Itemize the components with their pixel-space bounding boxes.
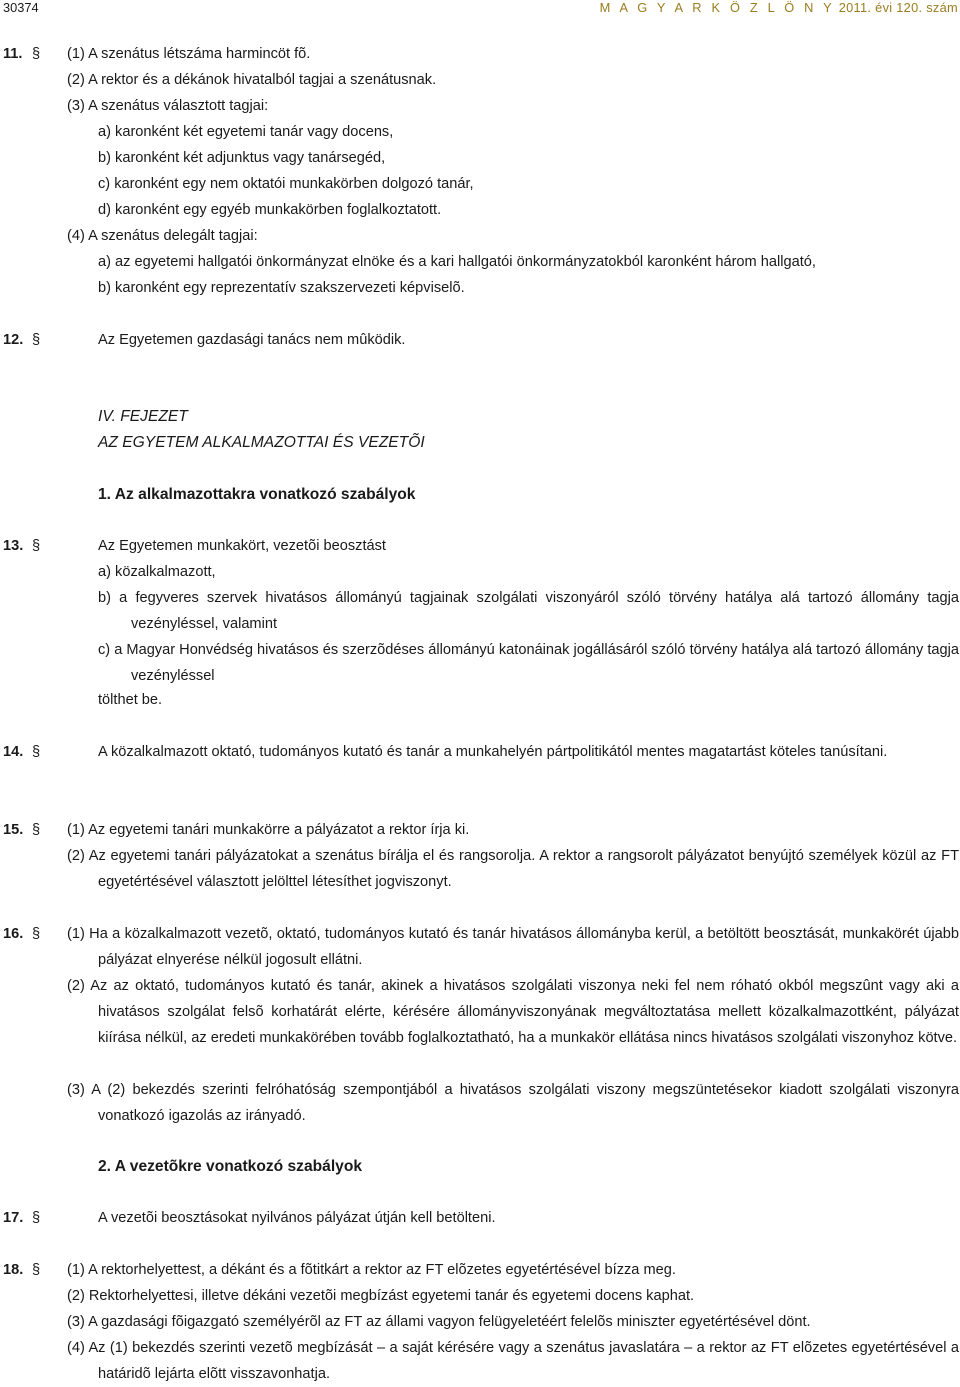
- paragraph: (4) A szenátus delegált tagjai:: [67, 228, 258, 244]
- section-symbol: §: [32, 1210, 41, 1226]
- list-item: b) a fegyveres szervek hivatásos állományú tagjainak szolgálati viszonyáról szóló törvény hatálya alá tartozó állomány tagja vezényléssel, valamint: [98, 590, 959, 632]
- paragraph: (4) Az (1) bekezdés szerinti vezetõ megbízását – a saját kérésére vagy a szenátus javaslatára – a rektor az FT elõzetes egyetértésével a határidõ lejárta elõtt visszavonhatja.: [67, 1340, 959, 1382]
- section-number: 11.: [3, 46, 23, 62]
- section-symbol: §: [32, 822, 41, 838]
- paragraph: (2) Az az oktató, tudományos kutató és tanár, akinek a hivatásos szolgálati viszonya neki fel nem róható okból megszûnt vagy aki a hivatásos szolgálat felsõ korhatárát elérte, kérésére állományviszonyának megváltoztatása mellett közalkalmazottként, pályázat kiírása nélkül, az eredeti munkakörében tovább foglalkoztatható, ha a munkakör ellátása nincs hivatásos szolgálati viszonyhoz kötve.: [67, 978, 959, 1046]
- list-item: a) közalkalmazott,: [98, 564, 216, 580]
- paragraph: (1) Ha a közalkalmazott vezetõ, oktató, tudományos kutató és tanár hivatásos állományba kerül, a betöltött beosztását, munkakörét újabb pályázat elnyerése nélkül jogosult ellátni.: [67, 926, 959, 968]
- chapter-number: IV. FEJEZET: [98, 408, 188, 425]
- section-symbol: §: [32, 46, 41, 62]
- section-number: 14.: [3, 744, 24, 760]
- paragraph: (3) A gazdasági fõigazgató személyérõl az FT az állami vagyon felügyeletéért felelõs miniszter egyetértésével dönt.: [67, 1314, 811, 1330]
- paragraph: (1) Az egyetemi tanári munkakörre a pályázatot a rektor írja ki.: [67, 822, 470, 838]
- paragraph: (2) A rektor és a dékánok hivatalból tagjai a szenátusnak.: [67, 72, 437, 88]
- subchapter-heading: 2. A vezetõkre vonatkozó szabályok: [98, 1158, 363, 1175]
- page-number: 30374: [3, 0, 39, 15]
- section-symbol: §: [32, 926, 41, 942]
- section-symbol: §: [32, 538, 41, 554]
- section-number: 16.: [3, 926, 24, 942]
- paragraph: A vezetõi beosztásokat nyilvános pályázat útján kell betölteni.: [98, 1210, 496, 1226]
- subchapter-heading: 1. Az alkalmazottakra vonatkozó szabályok: [98, 486, 416, 503]
- section-symbol: §: [32, 1262, 41, 1278]
- list-item: b) karonként két adjunktus vagy tanársegéd,: [98, 150, 386, 166]
- paragraph: A közalkalmazott oktató, tudományos kutató és tanár a munkahelyén pártpolitikától mentes magatartást köteles tanúsítani.: [98, 744, 888, 760]
- paragraph: (2) Rektorhelyettesi, illetve dékáni vezetõi megbízást egyetemi tanár és egyetemi docens kaphat.: [67, 1288, 695, 1304]
- page-header: [0, 0, 960, 20]
- list-item: a) az egyetemi hallgatói önkormányzat elnöke és a kari hallgatói önkormányzatokból karonként három hallgató,: [98, 254, 816, 270]
- list-item: d) karonként egy egyéb munkakörben foglalkoztatott.: [98, 202, 442, 218]
- paragraph: (3) A szenátus választott tagjai:: [67, 98, 269, 114]
- paragraph: (1) A rektorhelyettest, a dékánt és a fõtitkárt a rektor az FT elõzetes egyetértésével bízza meg.: [67, 1262, 676, 1278]
- section-number: 13.: [3, 538, 24, 554]
- paragraph: Az Egyetemen gazdasági tanács nem mûködik.: [98, 332, 406, 348]
- section-symbol: §: [32, 744, 41, 760]
- list-item: c) karonként egy nem oktatói munkakörben dolgozó tanár,: [98, 176, 474, 192]
- section-symbol: §: [32, 332, 41, 348]
- paragraph: (1) A szenátus létszáma harmincöt fõ.: [67, 46, 311, 62]
- section-number: 18.: [3, 1262, 24, 1278]
- paragraph-end: tölthet be.: [98, 692, 163, 708]
- paragraph: Az Egyetemen munkakört, vezetõi beosztást: [98, 538, 386, 554]
- publication-title: [600, 0, 958, 15]
- list-item: a) karonként két egyetemi tanár vagy docens,: [98, 124, 394, 140]
- section-number: 17.: [3, 1210, 24, 1226]
- section-number: 12.: [3, 332, 24, 348]
- list-item: c) a Magyar Honvédség hivatásos és szerzõdéses állományú katonáinak jogállásáról szóló törvény hatálya alá tartozó állomány tagja vezényléssel: [98, 642, 959, 684]
- publication-name: M A G Y A R K Ö Z L Ö N Y: [599, 0, 835, 15]
- section-number: 15.: [3, 822, 24, 838]
- paragraph: (3) A (2) bekezdés szerinti felróhatóság szempontjából a hivatásos szolgálati viszony megszüntetésekor kiadott szolgálati viszonyra vonatkozó igazolás az irányadó.: [67, 1082, 959, 1124]
- list-item: b) karonként egy reprezentatív szakszervezeti képviselõ.: [98, 280, 465, 296]
- chapter-title: AZ EGYETEM ALKALMAZOTTAI ÉS VEZETÕI: [98, 434, 425, 451]
- publication-issue: 2011. évi 120. szám: [838, 0, 958, 15]
- paragraph: (2) Az egyetemi tanári pályázatokat a szenátus bírálja el és rangsorolja. A rektor a rangsorolt pályázatot benyújtó személyek közül az FT egyetértésével választott jelölttel létesíthet jogviszonyt.: [67, 848, 959, 890]
